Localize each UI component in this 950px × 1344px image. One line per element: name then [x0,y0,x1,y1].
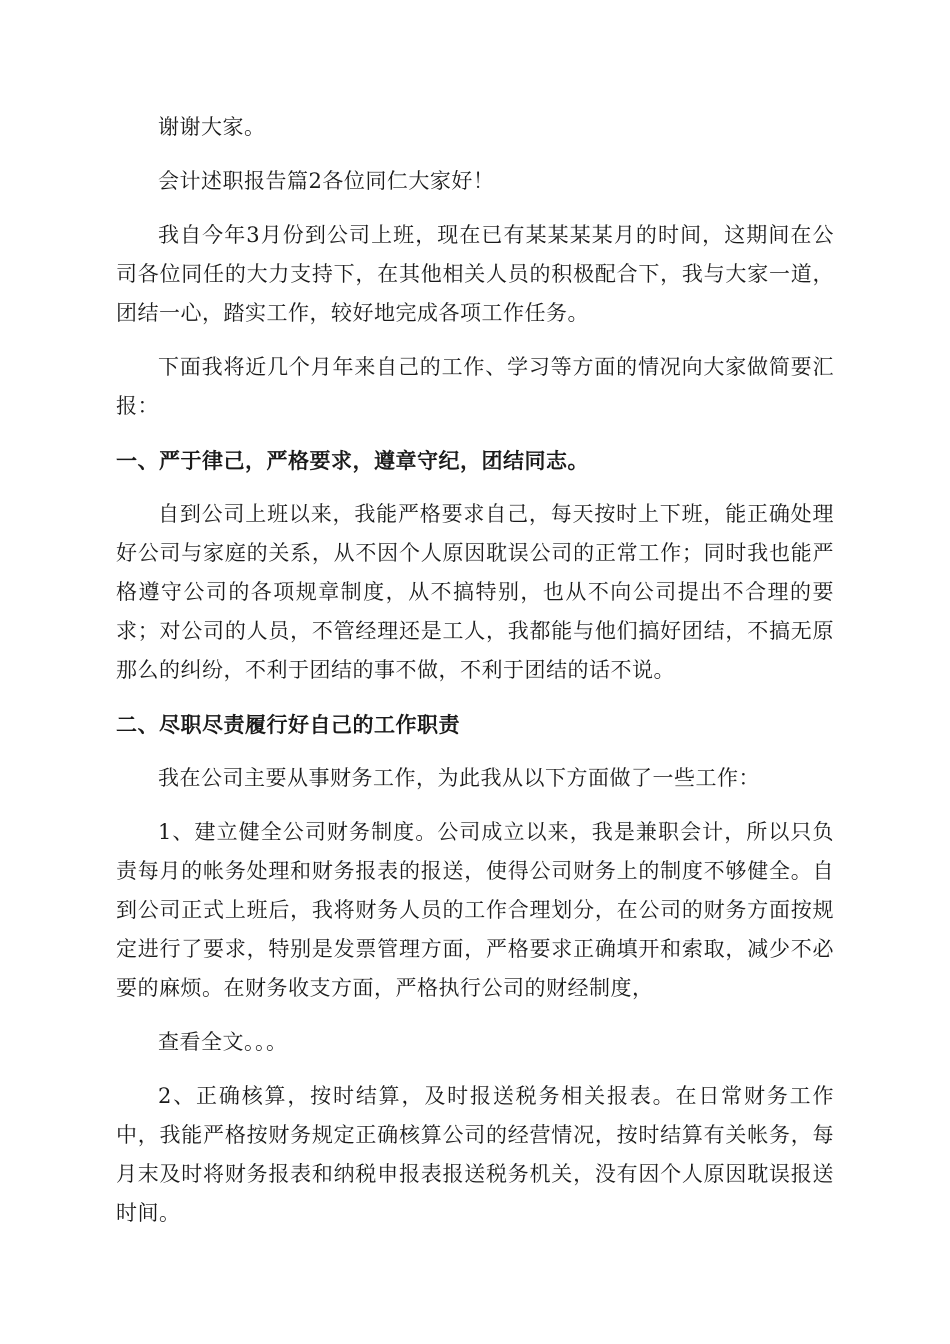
paragraph-discipline: 自到公司上班以来，我能严格要求自己，每天按时上下班，能正确处理好公司与家庭的关系，从不因个人原因耽误公司的正常工作；同时我也能严格遵守公司的各项规章制度，从不搞特别，也从不向公司提出不合理的要求；对公司的人员，不管经理还是工人，我都能与他们搞好团结，不搞无原那么的纠纷，不利于团结的事不做，不利于团结的话不说。 [116,502,834,682]
document-page [116,108,834,1248]
paragraph-item-2: 2、正确核算，按时结算，及时报送税务相关报表。在日常财务工作中，我能严格按财务规定正确核算公司的经营情况，按时结算有关帐务，每月末及时将财务报表和纳税申报表报送税务机关，没有因个人原因耽误报送时间。 [116,1084,834,1225]
paragraph-item-1: 1、建立健全公司财务制度。公司成立以来，我是兼职会计，所以只负责每月的帐务处理和财务报表的报送，使得公司财务上的制度不够健全。自到公司正式上班后，我将财务人员的工作合理划分，在公司的财务方面按规定进行了要求，特别是发票管理方面，严格要求正确填开和索取，减少不必要的麻烦。在财务收支方面，严格执行公司的财经制度， [116,820,834,1000]
section-heading-2: 二、尽职尽责履行好自己的工作职责 [116,712,460,737]
paragraph-duties-lead: 我在公司主要从事财务工作，为此我从以下方面做了一些工作： [158,766,760,790]
section-heading-1: 一、严于律己，严格要求，遵章守纪，团结同志。 [116,448,589,473]
paragraph-intro: 我自今年3月份到公司上班，现在已有某某某某月的时间，这期间在公司各位同任的大力支持下，在其他相关人员的积极配合下，我与大家一道，团结一心，踏实工作，较好地完成各项工作任务。 [116,223,834,325]
read-full-text-link[interactable]: 查看全文。。。 [158,1030,288,1054]
paragraph-summary-lead: 下面我将近几个月年来自己的工作、学习等方面的情况向大家做简要汇报： [116,355,834,418]
paragraph-thanks: 谢谢大家。 [158,115,266,139]
paragraph-report-title: 会计述职报告篇2各位同仁大家好！ [158,169,495,193]
